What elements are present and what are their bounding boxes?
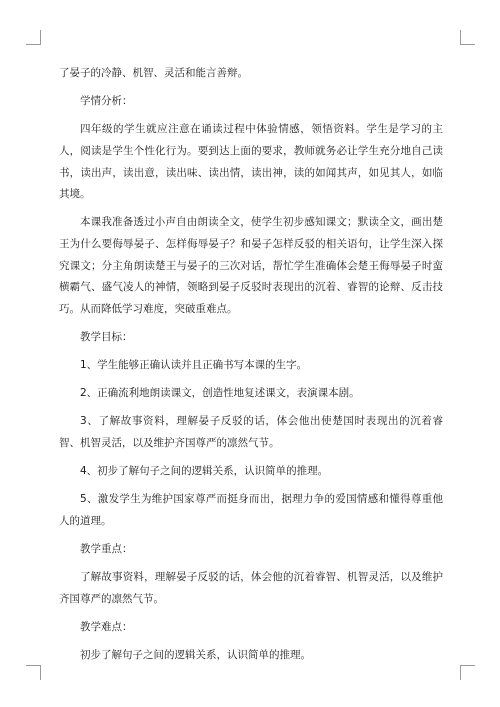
goal-item: 3、了解故事资料，理解晏子反驳的话，体会他出使楚国时表现出的沉着睿智、机智灵活，以及维护齐国尊严的凛然气节。 [59, 415, 443, 450]
section-heading-key-points: 教学重点： [80, 543, 133, 556]
section-heading-difficult-points: 教学难点： [80, 621, 133, 634]
paragraph: 了解故事资料，理解晏子反驳的话，体会他的沉着睿智、机智灵活，以及维护齐国尊严的凛然气节。 [59, 571, 443, 605]
document-body [59, 63, 443, 674]
paragraph: 了晏子的冷静、机智、灵活和能言善辩。 [59, 67, 248, 79]
goal-item: 4、初步了解句子之间的逻辑关系，认识简单的推理。 [80, 465, 329, 478]
goal-item: 2、正确流利地朗读课文，创造性地复述课文，表演课本剧。 [80, 387, 360, 400]
paragraph: 本课我准备透过小声自由朗读全文，使学生初步感知课文；默读全文，画出楚王为什么要侮辱晏子、怎样侮辱晏子？和晏子怎样反驳的相关语句，让学生深入探究课文；分主角朗读楚王与晏子的三次对话，帮忙学生准确体会楚王侮辱晏子时蛮横霸气、盛气凌人的神情，领略到晏子反驳时表现出的沉着、睿智的论辩、反击技巧。从而降低学习难度，突破重难点。 [59, 216, 443, 315]
crop-mark-top-left [26, 30, 41, 45]
section-heading-student-analysis: 学情分析： [80, 95, 133, 108]
goal-item: 1、学生能够正确认读并且正确书写本课的生字。 [80, 359, 308, 372]
paragraph: 初步了解句子之间的逻辑关系，认识简单的推理。 [80, 649, 311, 662]
crop-mark-bottom-left [26, 665, 41, 680]
crop-mark-top-right [460, 30, 475, 45]
crop-mark-bottom-right [460, 665, 475, 680]
section-heading-teaching-goals: 教学目标： [80, 330, 133, 343]
paragraph: 四年级的学生就应注意在诵读过程中体验情感，领悟资料。学生是学习的主人，阅读是学生个性化行为。要到达上面的要求，教师就务必让学生充分地自己读书，读出声，读出意，读出味、读出情，读出神，读的如闻其声，如见其人，如临其境。 [59, 123, 443, 201]
goal-item: 5、激发学生为维护国家尊严而挺身而出，据理力争的爱国情感和懂得尊重他人的道理。 [59, 493, 443, 528]
